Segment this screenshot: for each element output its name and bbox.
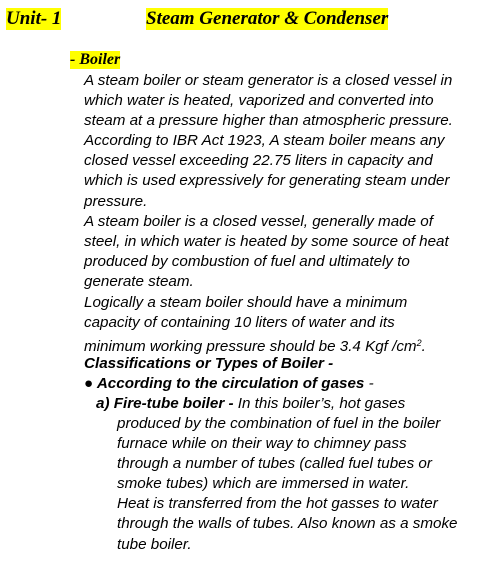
bullet-label: According to the circulation of gases bbox=[96, 375, 365, 392]
text-line: A steam boiler or steam generator is a closed vessel in bbox=[84, 72, 453, 89]
classification-heading: Classifications or Types of Boiler - bbox=[84, 355, 334, 372]
item-a-label: a) Fire-tube boiler - bbox=[96, 395, 234, 412]
text-line: steel, in which water is heated by some source of heat bbox=[84, 233, 449, 251]
text-line: A steam boiler is a closed vessel, generally made of bbox=[84, 213, 433, 230]
text-line: Heat is transferred from the hot gasses to water bbox=[117, 495, 438, 513]
bullet-icon: ● bbox=[84, 375, 94, 392]
text-line: smoke tubes) which are immersed in water. bbox=[117, 475, 410, 493]
paragraph-closed-vessel bbox=[84, 212, 500, 292]
text-line: Logically a steam boiler should have a minimum bbox=[84, 294, 408, 311]
item-a-body bbox=[117, 414, 458, 555]
text-line: According to IBR Act 1923, A steam boiler means any bbox=[84, 132, 445, 150]
text-line: steam at a pressure higher than atmospheric pressure. bbox=[84, 112, 453, 130]
pressure-text: minimum working pressure should be 3.4 Kgf /cm bbox=[84, 338, 417, 356]
text-line: which water is heated, vaporized and converted into bbox=[84, 92, 434, 110]
text-line: furnace while on their way to chimney pass bbox=[117, 435, 407, 453]
unit-label: Unit- 1 bbox=[6, 8, 62, 29]
text-line: capacity of containing 10 liters of water and its bbox=[84, 314, 395, 332]
text-line: pressure. bbox=[84, 192, 148, 210]
paragraph-definition bbox=[84, 71, 500, 212]
period: . bbox=[421, 338, 426, 356]
chapter-title: Steam Generator & Condenser bbox=[146, 8, 389, 29]
section-heading-boiler: - Boiler bbox=[70, 51, 121, 68]
superscript-2: 2 bbox=[416, 338, 422, 349]
text-line: through a number of tubes (called fuel tubes or bbox=[117, 455, 432, 473]
paragraph-capacity bbox=[84, 293, 500, 357]
item-a-first-line: In this boiler’s, hot gases bbox=[233, 395, 406, 412]
bullet-dash: - bbox=[364, 375, 374, 392]
text-line: produced by the combination of fuel in the boiler bbox=[117, 415, 441, 432]
text-line: which is used expressively for generating steam under bbox=[84, 172, 450, 190]
text-line: produced by combustion of fuel and ultimately to bbox=[84, 253, 410, 271]
page-header bbox=[0, 6, 503, 32]
bullet-circulation bbox=[84, 374, 374, 394]
text-line: through the walls of tubes. Also known as a smoke bbox=[117, 515, 458, 533]
text-line: closed vessel exceeding 22.75 liters in capacity and bbox=[84, 152, 433, 170]
item-fire-tube bbox=[96, 394, 405, 414]
text-line: tube boiler. bbox=[117, 535, 192, 553]
text-line: generate steam. bbox=[84, 273, 194, 291]
